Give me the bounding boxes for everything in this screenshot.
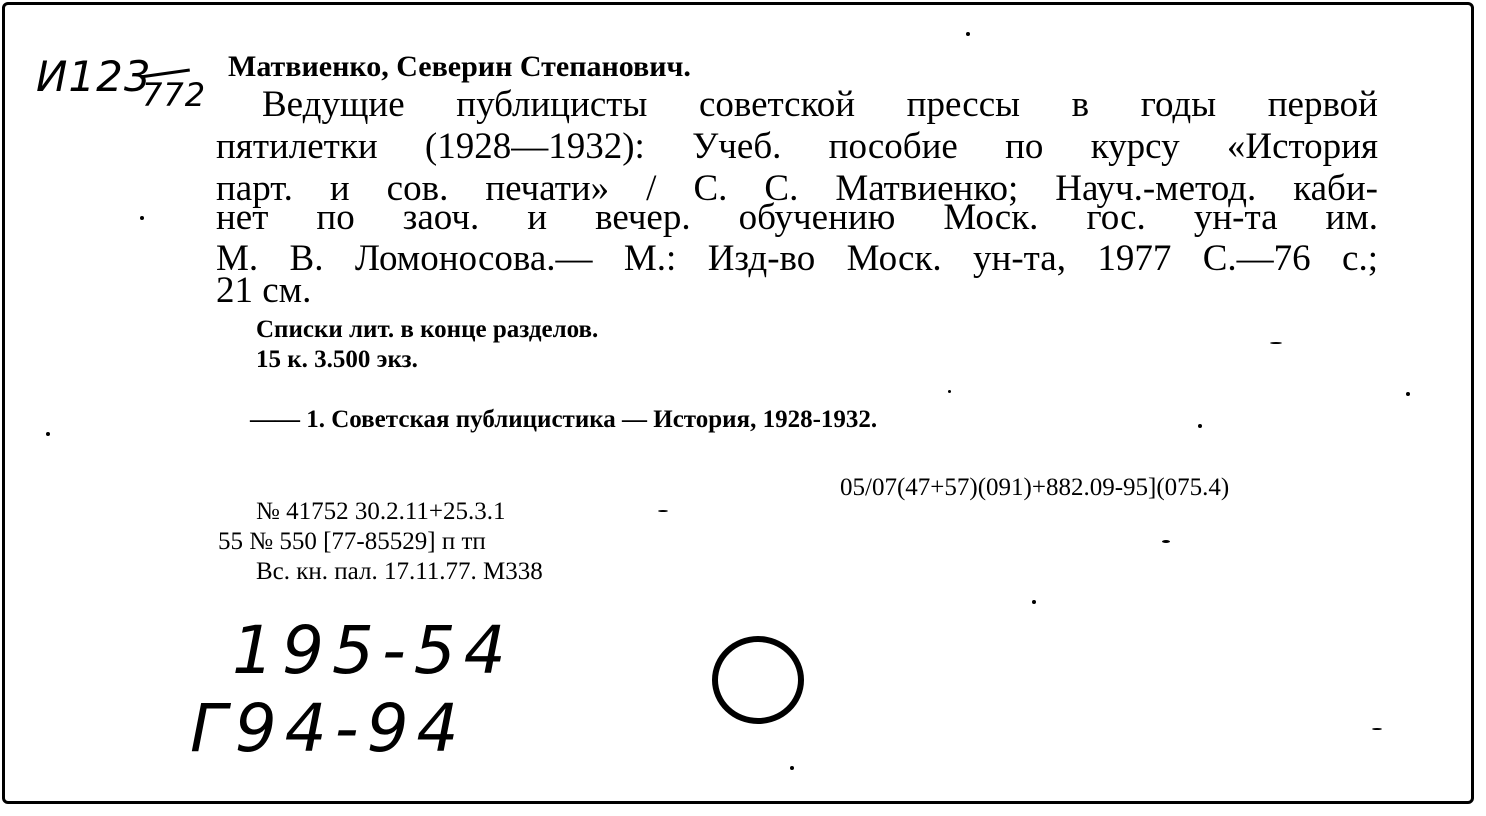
- udc-index: 05/07(47+57)(091)+882.09-95](075.4): [840, 474, 1230, 501]
- description-line-5: М. В. Ломоносова.— М.: Изд-во Моск. ун-та, 1977 С.—76 с.;: [216, 238, 1378, 279]
- registration-number: № 41752 30.2.11+25.3.1: [256, 498, 506, 525]
- scan-speck: [1270, 342, 1282, 344]
- description-line-6: 21 см.: [216, 270, 312, 311]
- scan-speck: [1162, 540, 1170, 543]
- scan-speck: [1372, 728, 1382, 730]
- scan-speck: [966, 32, 970, 36]
- scan-speck: [46, 432, 50, 436]
- handwritten-number-1: 195-54: [232, 612, 514, 689]
- scan-speck: [140, 216, 144, 220]
- handwritten-number-2: Г94-94: [190, 690, 467, 767]
- scan-speck: [790, 766, 794, 770]
- description-line-3: парт. и сов. печати» / С. С. Матвиенко; Науч.-метод. каби-: [216, 168, 1378, 209]
- scan-speck: [948, 390, 951, 393]
- card-order-number: 55 № 550 [77-85529] п тп: [218, 528, 486, 555]
- subject-heading: —— 1. Советская публицистика — История, 1928-1932.: [250, 406, 878, 433]
- shelfmark-top: И123: [36, 52, 152, 101]
- card-punch-hole: [712, 636, 804, 724]
- note-bibliography: Списки лит. в конце разделов.: [256, 316, 599, 343]
- author-heading: Матвиенко, Северин Степанович.: [228, 50, 691, 83]
- scan-speck: [1198, 424, 1202, 428]
- shelfmark-sub: 772: [142, 76, 207, 114]
- note-price-print-run: 15 к. 3.500 экз.: [256, 346, 418, 373]
- description-line-4: нет по заоч. и вечер. обучению Моск. гос. ун-та им.: [216, 197, 1378, 238]
- scan-speck: [1406, 392, 1410, 396]
- description-line-2: пятилетки (1928—1932): Учеб. пособие по курсу «История: [216, 126, 1378, 167]
- book-chamber-stamp: Вс. кн. пал. 17.11.77. М338: [256, 558, 543, 585]
- scan-speck: [1032, 600, 1036, 604]
- description-line-1: Ведущие публицисты советской прессы в годы первой: [262, 84, 1378, 125]
- scan-speck: [658, 510, 668, 512]
